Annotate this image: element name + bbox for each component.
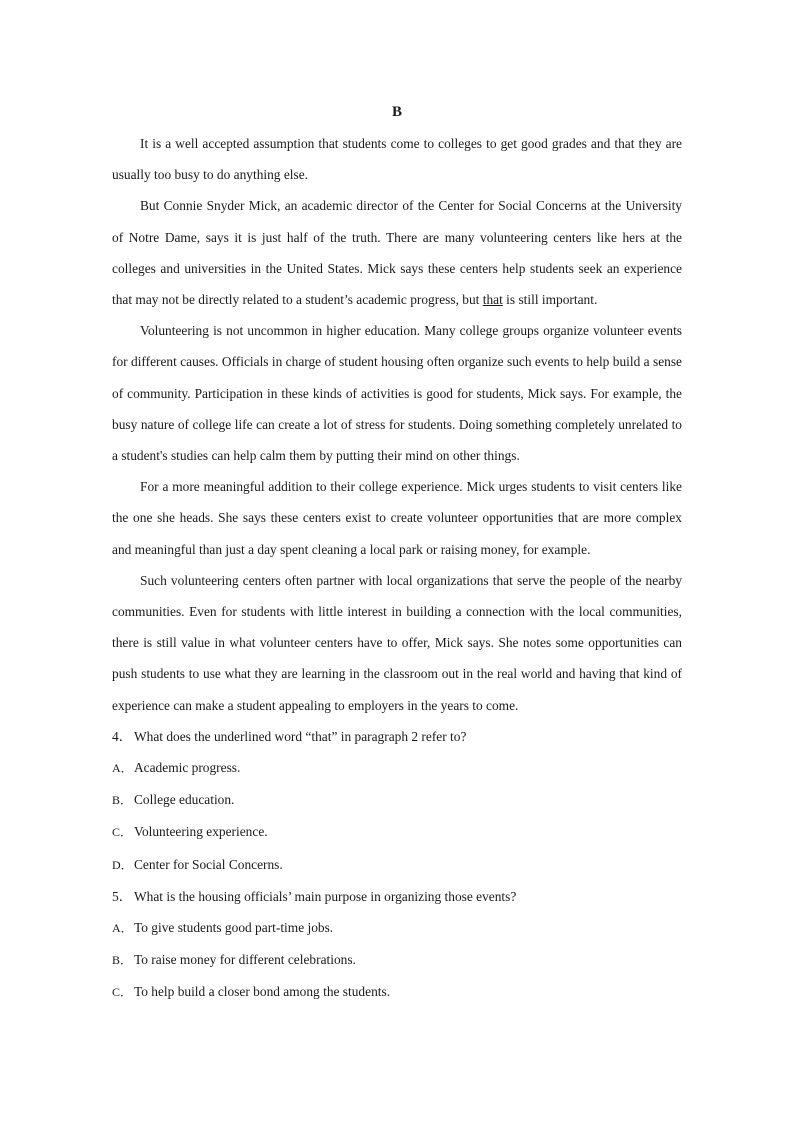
option-text: Academic progress.	[134, 760, 241, 776]
option-letter: A．	[112, 761, 133, 776]
option-text: To give students good part-time jobs.	[134, 920, 334, 936]
question-4	[112, 721, 682, 752]
passage	[112, 128, 682, 1009]
question-number: 5．	[112, 888, 133, 904]
option-text: To help build a closer bond among the students.	[134, 984, 391, 1000]
option-4c	[112, 816, 682, 848]
option-text: To raise money for different celebrations.	[134, 952, 356, 968]
paragraph-2-after: is still important.	[502, 292, 598, 308]
question-number: 4．	[112, 728, 133, 744]
paragraph-5: Such volunteering centers often partner with local organizations that serve the people of the nearby communities. Even for students with little interest in building a connection with the local communities, there is still value in what volunteer centers have to offer, Mick says. She notes some opportunities can push students to use what they are learning in the classroom out in the real world and having that kind of experience can make a student appealing to employers in the years to come.	[112, 572, 682, 713]
option-4b	[112, 784, 682, 816]
option-text: College education.	[134, 792, 235, 808]
option-letter: B．	[112, 793, 133, 808]
option-letter: C．	[112, 825, 133, 840]
option-4a	[112, 752, 682, 784]
question-5	[112, 881, 682, 912]
paragraph-2	[112, 190, 682, 315]
option-5b	[112, 944, 682, 976]
section-heading: B	[391, 104, 402, 120]
option-letter: C．	[112, 985, 133, 1000]
option-5a	[112, 912, 682, 944]
paragraph-1: It is a well accepted assumption that students come to colleges to get good grades and that they are usually too busy to do anything else.	[112, 136, 682, 183]
option-text: Volunteering experience.	[134, 824, 268, 840]
option-letter: D．	[112, 857, 133, 872]
paragraph-3: Volunteering is not uncommon in higher education. Many college groups organize volunteer events for different causes. Officials in charge of student housing often organize such events to help build a sense of community. Participation in these kinds of activities is good for students, Mick says. For example, the busy nature of college life can create a lot of stress for students. Doing something completely unrelated to a student's studies can help calm them by putting their mind on other things.	[112, 323, 682, 464]
option-text: Center for Social Concerns.	[134, 856, 283, 872]
option-5c	[112, 976, 682, 1008]
question-stem: What does the underlined word “that” in paragraph 2 refer to?	[134, 728, 467, 744]
option-letter: A．	[112, 921, 133, 936]
option-letter: B．	[112, 953, 133, 968]
option-4d	[112, 849, 682, 881]
question-stem: What is the housing officials’ main purpose in organizing those events?	[134, 888, 517, 904]
underlined-word: that	[482, 292, 503, 308]
paragraph-2-before: But Connie Snyder Mick, an academic director of the Center for Social Concerns at the University of Notre Dame, says it is just half of the truth. There are many volunteering centers like hers at the colleges and universities in the United States. Mick says these centers help students seek an experience that may not be directly related to a student’s academic progress, but	[112, 198, 682, 308]
paragraph-4: For a more meaningful addition to their college experience. Mick urges students to visit centers like the one she heads. She says these centers exist to create volunteer opportunities that are more complex and meaningful than just a day spent cleaning a local park or raising money, for example.	[112, 479, 682, 557]
